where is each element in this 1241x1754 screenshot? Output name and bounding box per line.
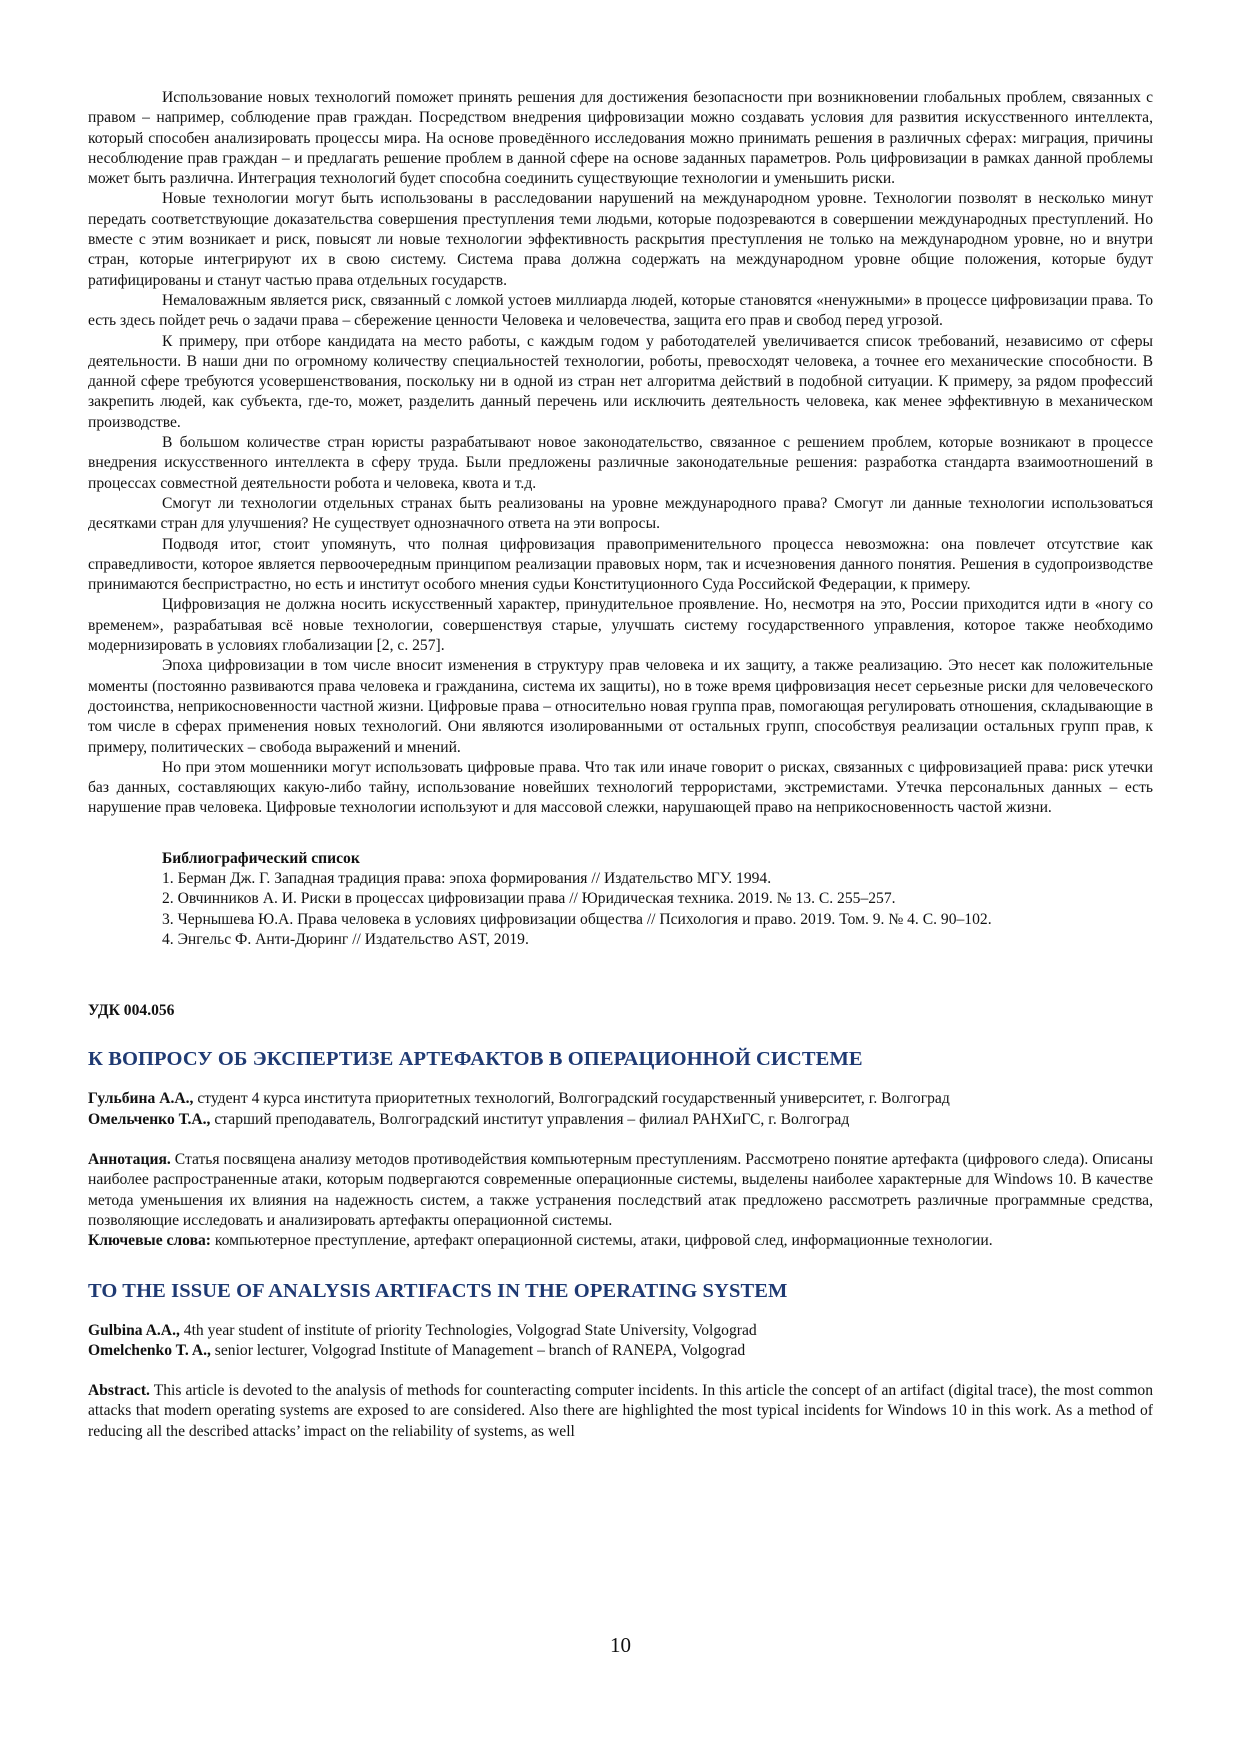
keywords-label: Ключевые слова: <box>88 1232 211 1250</box>
author-name: Gulbina A.A., <box>88 1321 180 1339</box>
author-affiliation: 4th year student of institute of priority Technologies, Volgograd State University, Volgograd <box>179 1321 757 1339</box>
body-text <box>88 88 1153 819</box>
body-paragraph: Цифровизация не должна носить искусственный характер, принудительное проявление. Но, несмотря на это, России приходится идти в «ногу со временем», разрабатывая всё новые технологии, совершенствуя старые, улучшать систему государственного управления, которое также необходимо модернизировать в условиях глобализации [2, с. 257]. <box>88 596 1153 655</box>
bibliography <box>162 849 1153 950</box>
body-paragraph: Немаловажным является риск, связанный с ломкой устоев миллиарда людей, которые становятся «ненужными» в процессе цифровизации права. То есть здесь пойдет речь о задачи права – сбережение ценности Человека и человечества, защита его прав и свобод перед угрозой. <box>88 291 1153 330</box>
author-line <box>88 1089 1153 1109</box>
body-paragraph: Но при этом мошенники могут использовать цифровые права. Что так или иначе говорит о рисках, связанных с цифровизацией права: риск утечки баз данных, составляющих какую-либо тайну, использование новейших технологий террористами, экстремистами. Утечка персональных данных – есть нарушение прав человека. Цифровые технологии используют и для массовой слежки, нарушающей право на неприкосновенность частой жизни. <box>88 758 1153 817</box>
author-name: Гульбина А.А., <box>88 1090 194 1108</box>
author-affiliation: студент 4 курса института приоритетных технологий, Волгоградский государственный университет, г. Волгоград <box>193 1090 950 1108</box>
author-name: Омельченко Т.А., <box>88 1110 211 1128</box>
author-affiliation: senior lecturer, Volgograd Institute of Management – branch of RANEPA, Volgograd <box>210 1341 746 1359</box>
author-name: Omelchenko T. A., <box>88 1341 211 1359</box>
body-paragraph: Новые технологии могут быть использованы в расследовании нарушений на международном уровне. Технологии позволят в несколько минут передать соответствующие доказательства совершения преступления теми людьми, которые подозреваются в совершении международных преступлений. Но вместе с этим возникает и риск, повысят ли новые технологии эффективность раскрытия преступления не только на международном уровне, но и внутри стран, которые интегрируют их в свою систему. Система права должна содержать на международном уровне общие положения, которые будут ратифицированы и станут частью права отдельных государств. <box>88 190 1153 289</box>
udk-code: УДК 004.056 <box>88 1002 175 1020</box>
article-title-en: TO THE ISSUE OF ANALYSIS ARTIFACTS IN THE OPERATING SYSTEM <box>88 1279 788 1302</box>
keywords-text: компьютерное преступление, артефакт операционной системы, атаки, цифровой след, информационные технологии. <box>211 1232 993 1250</box>
abstract-label: Аннотация. <box>88 1151 171 1169</box>
body-paragraph: Использование новых технологий поможет принять решения для достижения безопасности при возникновении глобальных проблем, связанных с правом – например, соблюдение прав граждан. Посредством внедрения цифровизации можно создавать условия для развития искусственного интеллекта, который способен анализировать процессы мира. На основе проведённого исследования можно принимать решения в различных сферах: миграция, причины несоблюдение прав граждан – и предлагать решение проблем в данной сфере на основе заданных параметров. Роль цифровизации в рамках данной проблемы может быть различна. Интеграция технологий будет способна соединить существующие технологии и уменьшить риски. <box>88 89 1153 188</box>
bibliography-item: 2. Овчинников А. И. Риски в процессах цифровизации права // Юридическая техника. 2019. № 13. С. 255–257. <box>162 890 896 908</box>
abstract-label: Abstract. <box>88 1382 150 1400</box>
abstract-paragraph <box>88 1381 1153 1442</box>
authors-en <box>88 1321 1153 1362</box>
page-content <box>88 88 1153 1442</box>
authors-ru <box>88 1089 1153 1130</box>
body-paragraph: Подводя итог, стоит упомянуть, что полная цифровизация правоприменительного процесса невозможна: она повлечет отсутствие как справедливости, которое является первоочередным принципом реализации правовых норм, так и исчезновения данного понятия. Решения в судопроизводстве принимаются беспристрастно, но есть и институт особого мнения судьи Конституционного Суда Российской Федерации, к примеру. <box>88 535 1153 594</box>
author-affiliation: старший преподаватель, Волгоградский институт управления – филиал РАНХиГС, г. Волгоград <box>210 1110 850 1128</box>
author-line <box>88 1341 1153 1361</box>
abstract-ru <box>88 1150 1153 1251</box>
abstract-en <box>88 1381 1153 1442</box>
article-title-ru: К ВОПРОСУ ОБ ЭКСПЕРТИЗЕ АРТЕФАКТОВ В ОПЕРАЦИОННОЙ СИСТЕМЕ <box>88 1048 863 1071</box>
abstract-paragraph <box>88 1150 1153 1231</box>
body-paragraph: Эпоха цифровизации в том числе вносит изменения в структуру прав человека и их защиту, а также реализацию. Это несет как положительные моменты (постоянно развиваются права человека и гражданина, система их защиты), но в тоже время цифровизация несет серьезные риски для человеческого достоинства, неприкосновенности частной жизни. Цифровые права – относительно новая группа прав, помогающая регулировать отношения, складывающие в том числе в сферах применения новых технологий. Они являются изолированными от остальных групп, способствуя реализации остальных групп прав, к примеру, политических – свобода выражений и мнений. <box>88 657 1153 756</box>
keywords <box>88 1231 1153 1251</box>
body-paragraph: В большом количестве стран юристы разрабатывают новое законодательство, связанное с решением проблем, которые возникают в процессе внедрения искусственного интеллекта в сферу труда. Были предложены различные законодательные решения: разработка стандарта взаимоотношений в процессах совместной деятельности робота и человека, квота и т.д. <box>88 434 1153 492</box>
body-paragraph: К примеру, при отборе кандидата на место работы, с каждым годом у работодателей увеличивается список требований, независимо от сферы деятельности. В наши дни по огромному количеству специальностей технологии, роботы, превосходят человека, а точнее его механические способности. В данной сфере требуются усовершенствования, поскольку ни в одной из стран нет алгоритма действий в подобной ситуации. К примеру, за рядом профессий закрепить людей, как субъекта, где-то, может, разделить данный перечень или исключить деятельность человека, как менее эффективную в механическом производстве. <box>88 332 1153 431</box>
abstract-text: Статья посвящена анализу методов противодействия компьютерным преступлениям. Рассмотрено понятие артефакта (цифрового следа). Описаны наиболее распространенные атаки, которым подвергаются современные операционные системы, выделены наиболее характерные для Windows 10. В качестве метода уменьшения их влияния на надежность систем, а также устранения последствий атак предложено рассмотреть различные программные средства, позволяющие исследовать и анализировать артефакты операционной системы. <box>88 1151 1153 1229</box>
page-number: 10 <box>610 1633 631 1657</box>
bibliography-item: 4. Энгельс Ф. Анти-Дюринг // Издательство AST, 2019. <box>162 930 529 948</box>
body-paragraph: Смогут ли технологии отдельных странах быть реализованы на уровне международного права? Смогут ли данные технологии использоваться десятками стран для улучшения? Не существует однозначного ответа на эти вопросы. <box>88 494 1153 533</box>
author-line <box>88 1110 1153 1130</box>
bibliography-title: Библиографический список <box>162 849 360 867</box>
author-line <box>88 1321 1153 1341</box>
bibliography-item: 3. Чернышева Ю.А. Права человека в условиях цифровизации общества // Психология и право. 2019. Том. 9. № 4. С. 90–102. <box>162 910 992 928</box>
bibliography-item: 1. Берман Дж. Г. Западная традиция права: эпоха формирования // Издательство МГУ. 1994. <box>162 869 772 887</box>
abstract-text: This article is devoted to the analysis of methods for counteracting computer incidents. In this article the concept of an artifact (digital trace), the most common attacks that modern operating systems are exposed to are considered. Also there are highlighted the most typical incidents for Windows 10 in this work. As a method of reducing all the described attacks’ impact on the reliability of systems, as well <box>88 1382 1153 1440</box>
